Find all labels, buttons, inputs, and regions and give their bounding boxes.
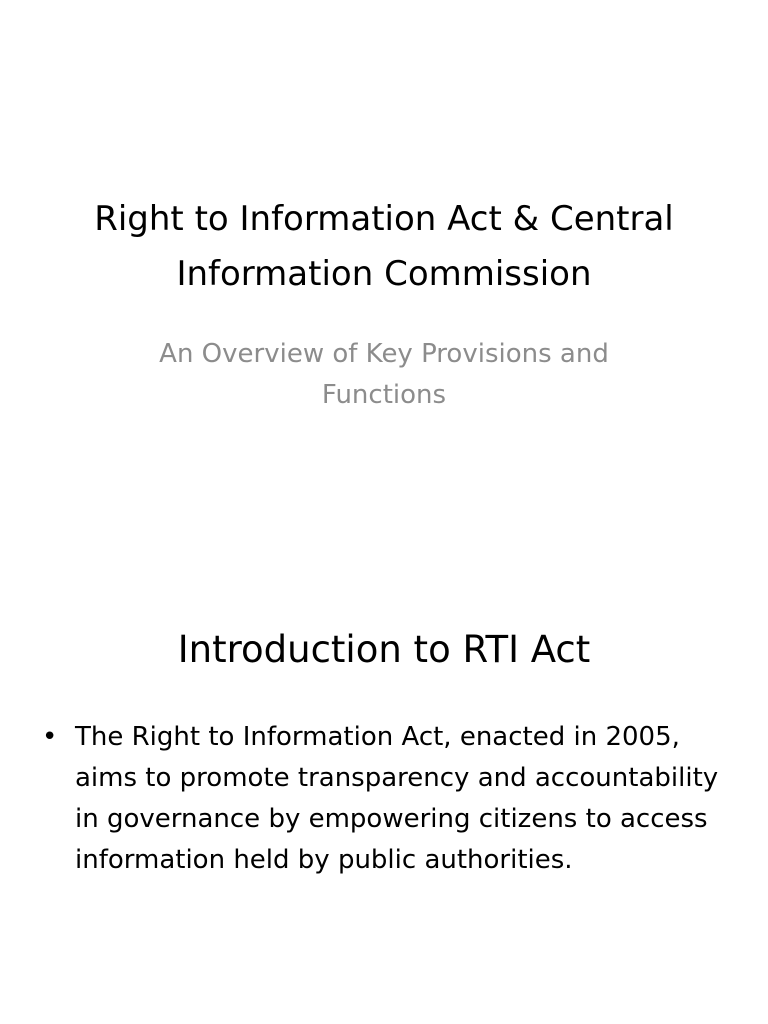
presentation-title: Right to Information Act & Central Information Commission <box>94 199 674 294</box>
bullet-item <box>40 717 728 881</box>
slide-title: Introduction to RTI Act <box>177 628 591 671</box>
presentation-subtitle: An Overview of Key Provisions and Functions <box>159 339 609 410</box>
bullet-icon: • <box>42 722 58 752</box>
bullet-text: The Right to Information Act, enacted in 2005, aims to promote transparency and accountability in governance by empowering citizens to access information held by public authorities. <box>75 722 719 875</box>
content-slide <box>0 512 768 1024</box>
bullet-list <box>40 717 728 881</box>
